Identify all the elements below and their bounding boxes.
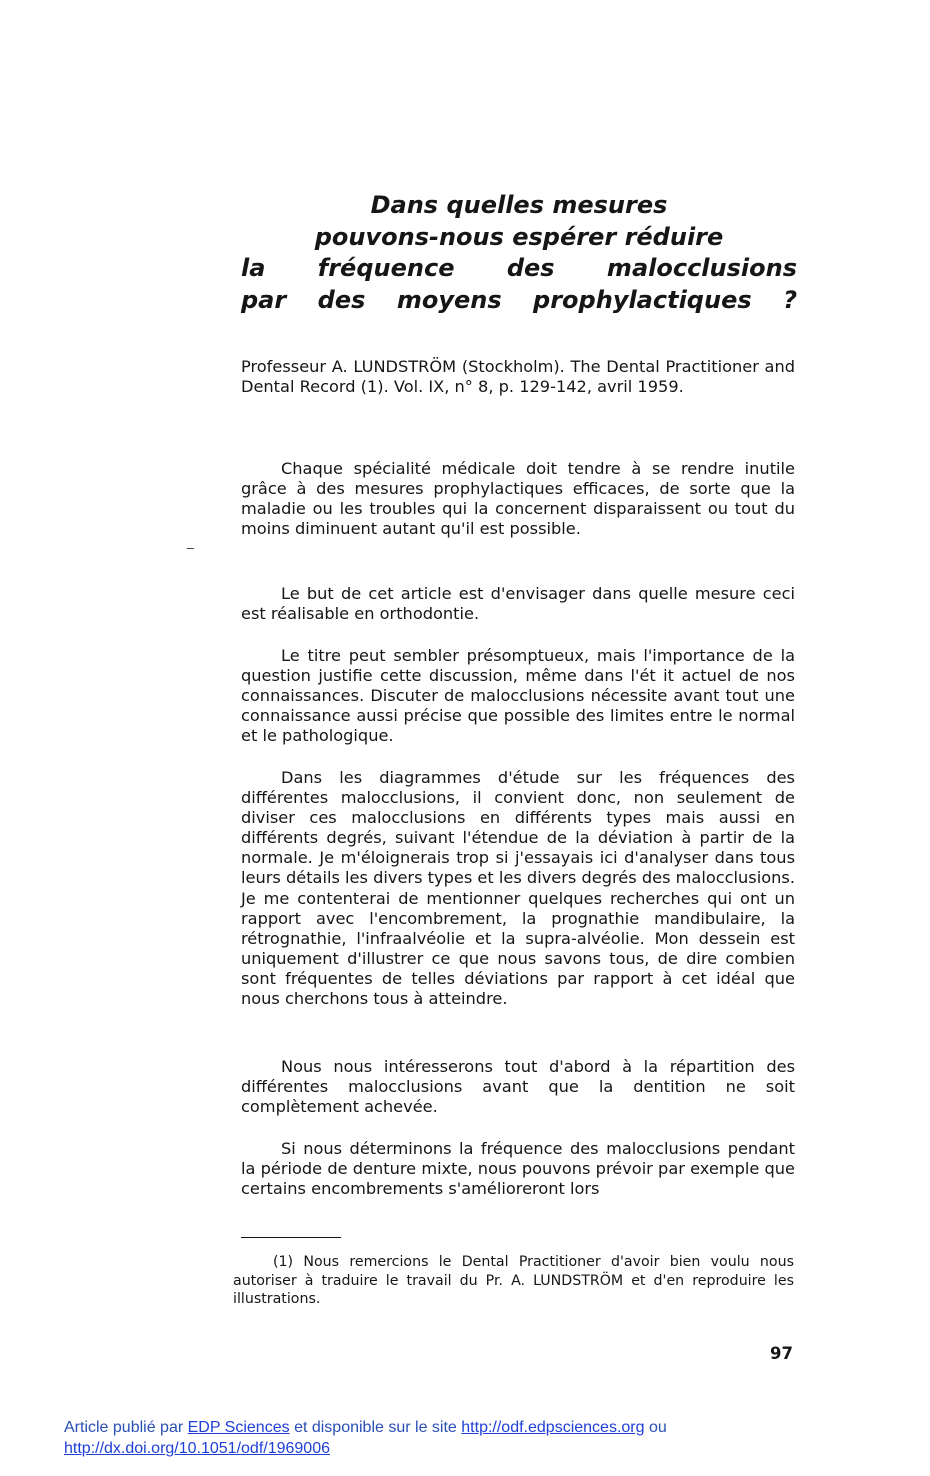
publisher-prefix: Article publié par [64,1419,184,1436]
paragraph-6: Si nous déterminons la fréquence des malocclusions pendant la période de denture mixte, nous pouvons prévoir par exemple que certains encombrements s'amélioreront lors [241,1139,795,1199]
doi-link[interactable]: http://dx.doi.org/10.1051/odf/1969006 [64,1440,330,1457]
footnote: (1) Nous remercions le Dental Practitioner d'avoir bien voulu nous autoriser à traduire le travail du Pr. A. LUNDSTRÖM et d'en reproduire les illustrations. [233,1254,794,1308]
page-number: 97 [770,1344,793,1363]
publisher-middle: et disponible sur le site [294,1419,457,1436]
site-link[interactable]: http://odf.edpsciences.org [461,1419,645,1436]
title-line-3: la fréquence des malocclusions [241,254,797,282]
paragraph-2: Le but de cet article est d'envisager dans quelle mesure ceci est réalisable en orthodontie. [241,584,795,624]
margin-mark [187,548,194,549]
paragraph-4: Dans les diagrammes d'étude sur les fréquences des différentes malocclusions, il convient donc, non seulement de diviser ces malocclusions en différents types mais aussi en différents degrés, suivant l'étendue de la déviation à partir de la normale. Je m'éloignerais trop si j'essayais ici d'analyser dans tous leurs détails les divers types et les divers degrés des malocclusions. Je me contenterai de mentionner quelques recherches qui ont un rapport avec l'encombrement, la prognathie mandibulaire, la rétrognathie, l'infraalvéolie et la supra-alvéolie. Mon dessein est uniquement d'illustrer ce que nous savons tous, de dire combien sont fréquentes de telles déviations par rapport à cet idéal que nous cherchons tous à atteindre. [241,768,795,1009]
article-title [241,190,797,316]
title-line-2: pouvons-nous espérer réduire [314,222,724,251]
footnote-separator [241,1237,341,1238]
paragraph-3: Le titre peut sembler présomptueux, mais l'importance de la question justifie cette discussion, même dans l'ét it actuel de nos connaissances. Discuter de malocclusions nécessite avant tout une connaissance aussi précise que possible des limites entre le normal et le pathologique. [241,646,795,746]
paragraph-5: Nous nous intéresserons tout d'abord à la répartition des différentes malocclusions avant que la dentition ne soit complètement achevée. [241,1057,795,1117]
reference-citation: Professeur A. LUNDSTRÖM (Stockholm). The Dental Practitioner and Dental Record (1). Vol. IX, n° 8, p. 129-142, avril 1959. [241,357,795,397]
publisher-suffix: ou [648,1419,667,1436]
title-line-1: Dans quelles mesures [370,191,668,219]
publisher-link[interactable]: EDP Sciences [187,1419,290,1436]
title-line-4: par des moyens prophylactiques ? [241,285,797,314]
publisher-notice [64,1417,764,1459]
paragraph-1: Chaque spécialité médicale doit tendre à se rendre inutile grâce à des mesures prophylactiques efficaces, de sorte que la maladie ou les troubles qui la concernent disparaissent ou tout du moins diminuent autant qu'il est possible. [241,459,795,539]
